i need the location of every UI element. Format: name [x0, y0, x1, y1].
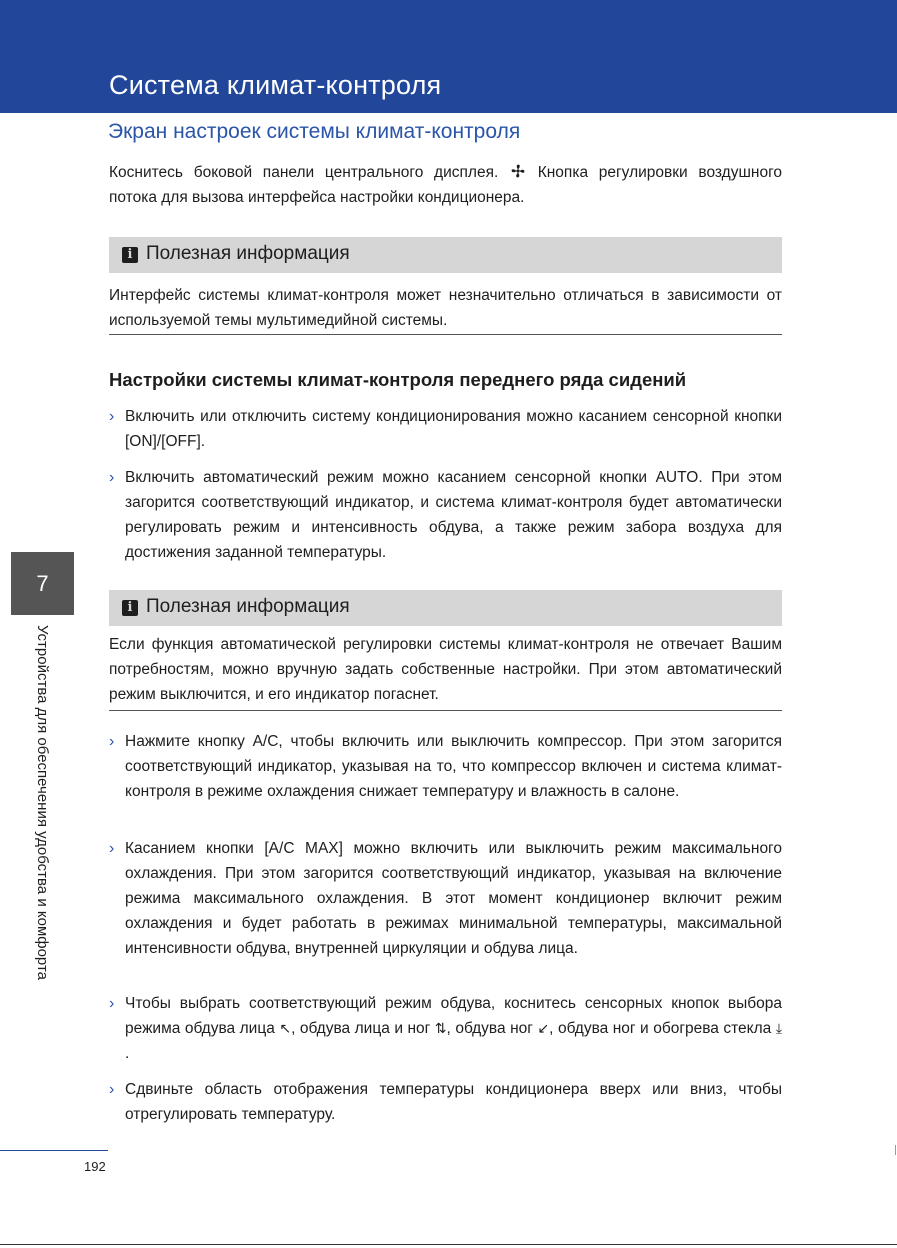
info-label: Полезная информация — [146, 596, 350, 617]
chapter-label: Устройства для обеспечения удобства и комфорта — [34, 625, 51, 980]
info-box-1 — [109, 237, 782, 273]
feet-vent-icon: ↙ — [537, 1020, 550, 1036]
info-label: Полезная информация — [146, 243, 350, 264]
list-item — [109, 465, 782, 565]
footer-rule — [0, 1150, 108, 1151]
list-item-text: Касанием кнопки [A/C MAX] можно включить или выключить режим максимального охлаждения. При этом загорится соответствующий индикатор, указывая на включение режима максимального охлаждения. В этот момент кондиционер включит режим охлаждения и будет работать в режимах минимальной температуры, максимальной интенсивности обдува, внутренней циркуляции и обдува лица. — [125, 840, 782, 957]
chapter-tab: 7 — [11, 552, 74, 615]
list-item-text: Включить или отключить систему кондиционирования можно касанием сенсорной кнопки [ON]/[OFF]. — [125, 408, 782, 450]
mode-text-4: , обдува ног и обогрева стекла — [549, 1020, 772, 1037]
list-item-text: Сдвиньте область отображения температуры кондиционера вверх или вниз, чтобы отрегулировать температуру. — [125, 1081, 782, 1123]
info-text-1: Интерфейс системы климат-контроля может незначительно отличаться в зависимости от используемой темы мультимедийной системы. — [109, 287, 782, 329]
list-item — [109, 836, 782, 961]
list-item-text: Нажмите кнопку A/C, чтобы включить или выключить компрессор. При этом загорится соответствующий индикатор, указывая на то, что компрессор включен и система климат-контроля в режиме охлаждения снижает температуру и влажность в салоне. — [125, 733, 782, 800]
list-item — [109, 404, 782, 454]
page-title: Система климат-контроля — [109, 70, 442, 100]
fan-icon — [511, 164, 525, 178]
list-item-text — [125, 991, 782, 1066]
face-feet-vent-icon: ⇅ — [434, 1020, 447, 1036]
chevron-right-icon: › — [109, 1081, 115, 1098]
page-header — [0, 0, 897, 113]
intro-paragraph — [109, 160, 782, 210]
feet-defrost-icon: ⤓ — [775, 1020, 783, 1036]
face-vent-icon: ↖ — [279, 1020, 292, 1036]
divider — [109, 334, 782, 335]
intro-text-2: Кнопка регулировки воздушного потока для вызова интерфейса настройки кондиционера. — [109, 164, 783, 206]
page-number: 192 — [84, 1159, 106, 1174]
mode-text-2: , обдува лица и ног — [291, 1020, 431, 1037]
page-bottom-line — [0, 1244, 897, 1245]
divider — [109, 710, 782, 711]
info-icon: i — [122, 247, 138, 263]
crop-mark — [895, 1145, 896, 1155]
chevron-right-icon: › — [109, 469, 115, 486]
intro-text-1: Коснитесь боковой панели центрального дисплея. — [109, 164, 499, 181]
mode-text-3: , обдува ног — [446, 1020, 533, 1037]
list-item — [109, 729, 782, 804]
list-item — [109, 1077, 782, 1127]
chevron-right-icon: › — [109, 995, 115, 1012]
list-item-text: Включить автоматический режим можно касанием сенсорной кнопки AUTO. При этом загорится соответствующий индикатор, и система климат-контроля будет автоматически регулировать режим и интенсивность обдува, а также режим забора воздуха для достижения заданной температуры. — [125, 469, 782, 561]
subheading-front-row: Настройки системы климат-контроля переднего ряда сидений — [109, 369, 687, 390]
info-box-2 — [109, 590, 782, 626]
info-icon: i — [122, 600, 138, 616]
list-item — [109, 991, 782, 1066]
mode-text-5: . — [125, 1045, 130, 1062]
mode-text-1: Чтобы выбрать соответствующий режим обдува, коснитесь сенсорных кнопок выбора режима обдува лица — [125, 995, 782, 1037]
chevron-right-icon: › — [109, 733, 115, 750]
info-text-2: Если функция автоматической регулировки системы климат-контроля не отвечает Вашим потребностям, можно вручную задать собственные настройки. При этом автоматический режим выключится, и его индикатор погаснет. — [109, 636, 782, 703]
chevron-right-icon: › — [109, 840, 115, 857]
section-title: Экран настроек системы климат-контроля — [108, 120, 521, 143]
chevron-right-icon: › — [109, 408, 115, 425]
